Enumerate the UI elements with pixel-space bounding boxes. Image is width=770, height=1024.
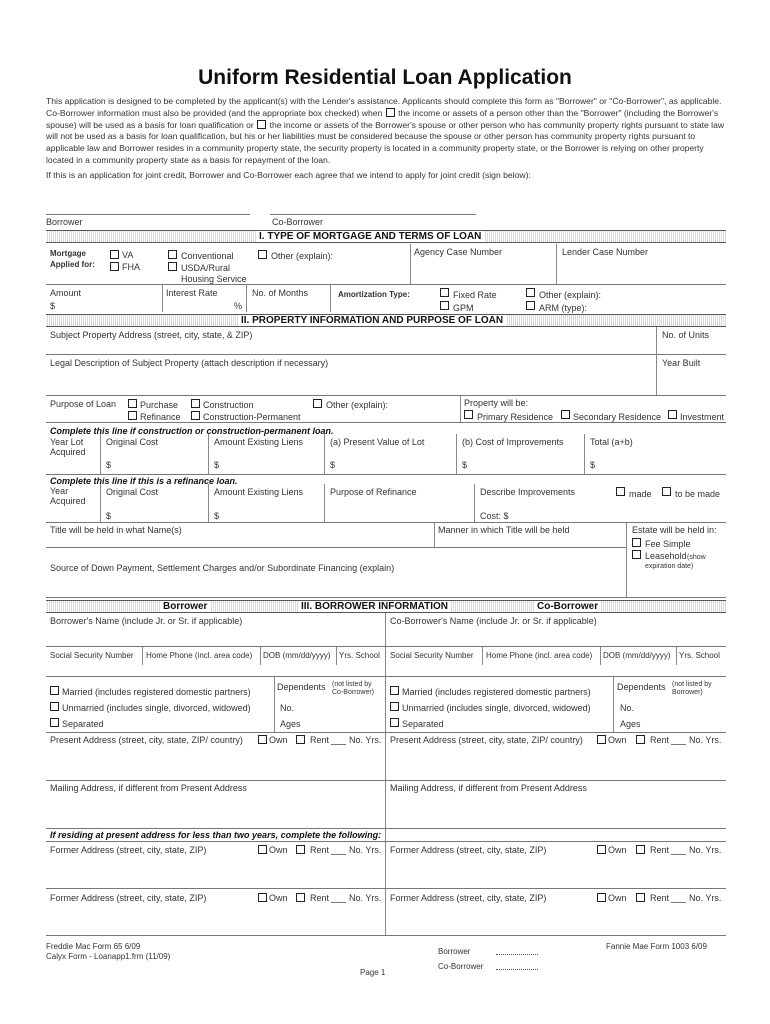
secondary-label: Secondary Residence [573,412,662,422]
c-former1-no-yrs-label: No. Yrs. [689,845,722,855]
checkbox-conventional[interactable] [168,250,177,259]
b-dependents-label: Dependents [277,682,326,692]
c-no-yrs-label: No. Yrs. [689,735,722,745]
c-married-label: Married (includes registered domestic partners) [402,687,591,697]
made-label: made [629,489,652,499]
divider [274,677,275,732]
purpose-label: Purpose of Loan [50,399,117,409]
present-value-label: (a) Present Value of Lot [330,437,425,447]
divider [556,244,557,284]
housing-service-label: Housing Service [181,274,247,284]
c-dob-label: DOB (mm/dd/yyyy) [603,651,671,660]
divider [330,285,331,312]
c-former-address-2-label: Former Address (street, city, state, ZIP) [390,893,547,903]
refinance-label: Refinance [140,412,181,422]
residing-note: If residing at present address for less than two years, complete the following: [50,830,382,840]
checkbox-c-separated[interactable] [390,718,399,727]
checkbox-refinance[interactable] [128,411,137,420]
arm-label: ARM (type): [539,303,588,313]
checkbox-secondary[interactable] [561,410,570,419]
divider [671,854,686,855]
refinance-note: Complete this line if this is a refinance loan. [50,476,238,486]
divider [331,902,346,903]
intro-text [46,96,726,182]
checkbox-c-married[interactable] [390,686,399,695]
cost-improvements-label: (b) Cost of Improvements [462,437,564,447]
checkbox-arm[interactable] [526,301,535,310]
divider [626,523,627,597]
divider [46,522,726,523]
b-former1-own-label: Own [269,845,288,855]
divider [656,327,657,395]
divider [324,484,325,522]
b-former1-rent-label: Rent [310,845,330,855]
checkbox-c-former2-rent[interactable] [636,893,645,902]
fannie-mae-form: Fannie Mae Form 1003 6/09 [606,942,707,951]
freddie-mac-form: Freddie Mac Form 65 6/09 [46,942,141,951]
divider [331,854,346,855]
checkbox-fha[interactable] [110,262,119,271]
b-ssn-label: Social Security Number [50,651,134,660]
c-former2-rent-label: Rent [650,893,670,903]
b-yrs-school-label: Yrs. School [339,651,380,660]
c-separated-label: Separated [402,719,444,729]
cost-improvements-dollar: $ [462,460,468,470]
divider [46,935,726,936]
divider [142,647,143,665]
show-label: (show [687,554,706,561]
b-dependents-ages: Ages [280,719,301,729]
expiration-date-label: expiration date) [645,563,694,570]
divider [46,547,626,548]
divider [600,647,601,665]
c-dependents-label: Dependents [617,682,666,692]
legal-desc-label: Legal Description of Subject Property (attach description if necessary) [50,358,329,368]
c-unmarried-label: Unmarried (includes single, divorced, widowed) [402,703,591,713]
applied-for-label: Applied for: [50,260,95,269]
amount-label: Amount [50,288,82,298]
section1-header: I. TYPE OF MORTGAGE AND TERMS OF LOAN [256,231,484,242]
divider [100,484,101,522]
divider [46,646,726,647]
divider [474,484,475,522]
checkbox-primary[interactable] [464,410,473,419]
checkbox-b-unmarried[interactable] [50,702,59,711]
b-dob-label: DOB (mm/dd/yyyy) [263,651,331,660]
checkbox-fee-simple[interactable] [632,538,641,547]
checkbox-income-spouse[interactable] [257,120,266,129]
divider [336,647,337,665]
b-former1-no-yrs-label: No. Yrs. [349,845,382,855]
divider [46,354,726,355]
footer-coborrower-initials-line[interactable] [496,969,538,970]
c-dependents-no: No. [620,703,635,713]
c-former1-own-label: Own [608,845,627,855]
present-value-dollar: $ [330,460,336,470]
footer-borrower-initials-line[interactable] [496,954,538,955]
amort-other-label: Other (explain): [539,290,602,300]
checkbox-b-former2-own[interactable] [258,893,267,902]
conventional-label: Conventional [181,251,234,261]
no-units-label: No. of Units [662,330,710,340]
checkbox-c-unmarried[interactable] [390,702,399,711]
divider [324,434,325,474]
divider [331,744,346,745]
checkbox-b-former1-rent[interactable] [296,845,305,854]
b-former-address-2-label: Former Address (street, city, state, ZIP) [50,893,207,903]
checkbox-leasehold[interactable] [632,550,641,559]
checkbox-to-be-made[interactable] [662,487,671,496]
divider [613,677,614,732]
investment-label: Investment [680,412,725,422]
construction-perm-label: Construction-Permanent [203,412,301,422]
interest-rate-label: Interest Rate [166,288,218,298]
refi-existing-liens-label: Amount Existing Liens [214,487,304,497]
purpose-other-label: Other (explain): [326,400,389,410]
intro-p1b: the income or assets of a person other than the "Borrower" (including the Borrower's spouse) will be used as a basis for loan qualification or [46,107,719,130]
year-acquired-label: Year [50,486,69,496]
borrower-column-divider [385,613,386,935]
divider [46,732,726,733]
footer-borrower-initials-label: Borrower [438,947,471,956]
existing-liens-label: Amount Existing Liens [214,437,304,447]
lender-case-label: Lender Case Number [562,247,649,257]
checkbox-made[interactable] [616,487,625,496]
c-present-address-label: Present Address (street, city, state, ZIP/ country) [390,735,583,745]
intro-p1c: the income or assets of the Borrower's spouse or other person who has community property rights pursuant to state law will not be used as a basis for loan qualification, but his or her liabilities must be considered because the spouse or other person has community property rights pursuant to applicable law and Borrower resides in a community property state, the security property is located in a community property state, or the Borrower is relying on other property located in a community property state as a basis for repayment of the loan. [46,119,725,165]
section3-coborrower-header: Co-Borrower [534,601,601,612]
checkbox-purpose-other[interactable] [313,399,322,408]
divider [46,888,726,889]
c-home-phone-label: Home Phone (incl. area code) [486,651,593,660]
divider [46,422,726,423]
checkbox-c-former1-own[interactable] [597,845,606,854]
agency-case-label: Agency Case Number [414,247,503,257]
fha-label: FHA [122,262,140,272]
c-former-address-1-label: Former Address (street, city, state, ZIP) [390,845,547,855]
property-will-be-label: Property will be: [464,398,529,408]
acquired-label-2: Acquired [50,496,86,506]
mortgage-other-label: Other (explain): [271,251,334,261]
original-cost-dollar: $ [106,460,112,470]
checkbox-purchase[interactable] [128,399,137,408]
coborrower-signature-label: Co-Borrower [272,217,324,227]
c-former1-rent-label: Rent [650,845,670,855]
divider [46,474,726,475]
refi-original-cost-label: Original Cost [106,487,159,497]
refi-existing-liens-dollar: $ [214,511,220,521]
c-dependents-ages: Ages [620,719,641,729]
checkbox-c-former1-rent[interactable] [636,845,645,854]
section3-header: III. BORROWER INFORMATION [298,601,451,612]
b-former2-own-label: Own [269,893,288,903]
checkbox-usda[interactable] [168,262,177,271]
b-no-yrs-label: No. Yrs. [349,735,382,745]
c-former2-no-yrs-label: No. Yrs. [689,893,722,903]
existing-liens-dollar: $ [214,460,220,470]
divider [676,647,677,665]
divider [208,434,209,474]
checkbox-b-separated[interactable] [50,718,59,727]
checkbox-income-other[interactable] [386,108,395,117]
va-label: VA [122,250,134,260]
amount-dollar: $ [50,301,56,311]
b-separated-label: Separated [62,719,104,729]
total-dollar: $ [590,460,596,470]
b-not-listed-label: (not listed by [332,681,372,688]
total-label: Total (a+b) [590,437,633,447]
cost-label: Cost: $ [480,511,509,521]
divider [482,647,483,665]
divider [208,484,209,522]
divider [410,244,411,284]
year-lot-label: Year Lot [50,437,84,447]
divider [260,647,261,665]
title-names-label: Title will be held in what Name(s) [50,525,182,535]
checkbox-c-own[interactable] [597,735,606,744]
manner-label: Manner in which Title will be held [438,525,570,535]
no-months-label: No. of Months [252,288,309,298]
b-dependents-no: No. [280,703,295,713]
b-home-phone-label: Home Phone (incl. area code) [146,651,253,660]
b-mailing-label: Mailing Address, if different from Present Address [50,783,247,793]
checkbox-construction[interactable] [191,399,200,408]
b-own-label: Own [269,735,288,745]
fee-simple-label: Fee Simple [645,539,691,549]
divider [46,597,726,598]
section2-header: II. PROPERTY INFORMATION AND PURPOSE OF LOAN [238,315,506,326]
checkbox-mortgage-other[interactable] [258,250,267,259]
b-former-address-1-label: Former Address (street, city, state, ZIP) [50,845,207,855]
checkbox-va[interactable] [110,250,119,259]
checkbox-fixed-rate[interactable] [440,288,449,297]
divider [162,285,163,312]
checkbox-b-former1-own[interactable] [258,845,267,854]
checkbox-investment[interactable] [668,410,677,419]
interest-percent: % [234,301,243,311]
refi-original-cost-dollar: $ [106,511,112,521]
b-present-address-label: Present Address (street, city, state, ZIP/ country) [50,735,243,745]
to-be-made-label: to be made [675,489,721,499]
construction-note: Complete this line if construction or construction-permanent loan. [50,426,334,436]
estate-label: Estate will be held in: [632,525,717,535]
coborrower-name-label: Co-Borrower's Name (include Jr. or Sr. if applicable) [390,616,597,626]
page-number: Page 1 [360,968,386,977]
checkbox-b-former2-rent[interactable] [296,893,305,902]
source-down-label: Source of Down Payment, Settlement Charges and/or Subordinate Financing (explain) [50,563,395,573]
divider [100,434,101,474]
original-cost-label: Original Cost [106,437,159,447]
c-ssn-label: Social Security Number [390,651,474,660]
divider [456,434,457,474]
divider [671,744,686,745]
c-mailing-label: Mailing Address, if different from Present Address [390,783,587,793]
divider [46,395,726,396]
divider [434,523,435,547]
borrower-signature-line[interactable] [46,214,250,215]
amortization-label: Amortization Type: [338,290,410,299]
mortgage-label: Mortgage [50,249,86,258]
b-rent-label: Rent [310,735,330,745]
leasehold-label: Leasehold [645,551,687,561]
calyx-form: Calyx Form - Loanapp1.frm (11/09) [46,952,171,961]
checkbox-c-former2-own[interactable] [597,893,606,902]
b-former2-rent-label: Rent [310,893,330,903]
checkbox-b-rent[interactable] [296,735,305,744]
checkbox-construction-perm[interactable] [191,411,200,420]
gpm-label: GPM [453,303,474,313]
c-former2-own-label: Own [608,893,627,903]
divider [46,841,726,842]
intro-p1a: This application is designed to be completed by the applicant(s) with the Lender's assistance. Applicants should complete this form as "Borrower" or "Co-Borrower", as applicable. Co-Borrower information must also be provided (and the appropriate box checked) when [46,96,722,118]
footer-coborrower-initials-label: Co-Borrower [438,962,484,971]
year-built-label: Year Built [662,358,701,368]
checkbox-amort-other[interactable] [526,288,535,297]
describe-improvements-label: Describe Improvements [480,487,576,497]
checkbox-b-own[interactable] [258,735,267,744]
divider [46,780,726,781]
divider [584,434,585,474]
subject-address-label: Subject Property Address (street, city, state, & ZIP) [50,330,253,340]
usda-label: USDA/Rural [181,263,231,273]
checkbox-b-married[interactable] [50,686,59,695]
fixed-rate-label: Fixed Rate [453,290,497,300]
coborrower-signature-line[interactable] [270,214,476,215]
c-yrs-school-label: Yrs. School [679,651,720,660]
b-former2-no-yrs-label: No. Yrs. [349,893,382,903]
divider [246,285,247,312]
c-not-listed-label-2: Borrower) [672,689,703,696]
borrower-name-label: Borrower's Name (include Jr. or Sr. if applicable) [50,616,243,626]
purchase-label: Purchase [140,400,179,410]
divider [46,676,726,677]
divider [46,828,726,829]
divider [671,902,686,903]
b-not-listed-label-2: Co-Borrower) [332,689,375,696]
checkbox-gpm[interactable] [440,301,449,310]
c-not-listed-label: (not listed by [672,681,712,688]
borrower-signature-label: Borrower [46,217,83,227]
construction-label: Construction [203,400,254,410]
section3-borrower-header: Borrower [160,601,210,612]
c-rent-label: Rent [650,735,670,745]
checkbox-c-rent[interactable] [636,735,645,744]
page-title: Uniform Residential Loan Application [198,66,572,89]
intro-p2: If this is an application for joint credit, Borrower and Co-Borrower each agree that we intend to apply for joint credit (sign below): [46,169,531,180]
divider [46,284,726,285]
purpose-refi-label: Purpose of Refinance [330,487,417,497]
divider [460,396,461,422]
primary-label: Primary Residence [477,412,554,422]
b-unmarried-label: Unmarried (includes single, divorced, widowed) [62,703,251,713]
c-own-label: Own [608,735,627,745]
b-married-label: Married (includes registered domestic partners) [62,687,251,697]
acquired-label: Acquired [50,447,86,457]
